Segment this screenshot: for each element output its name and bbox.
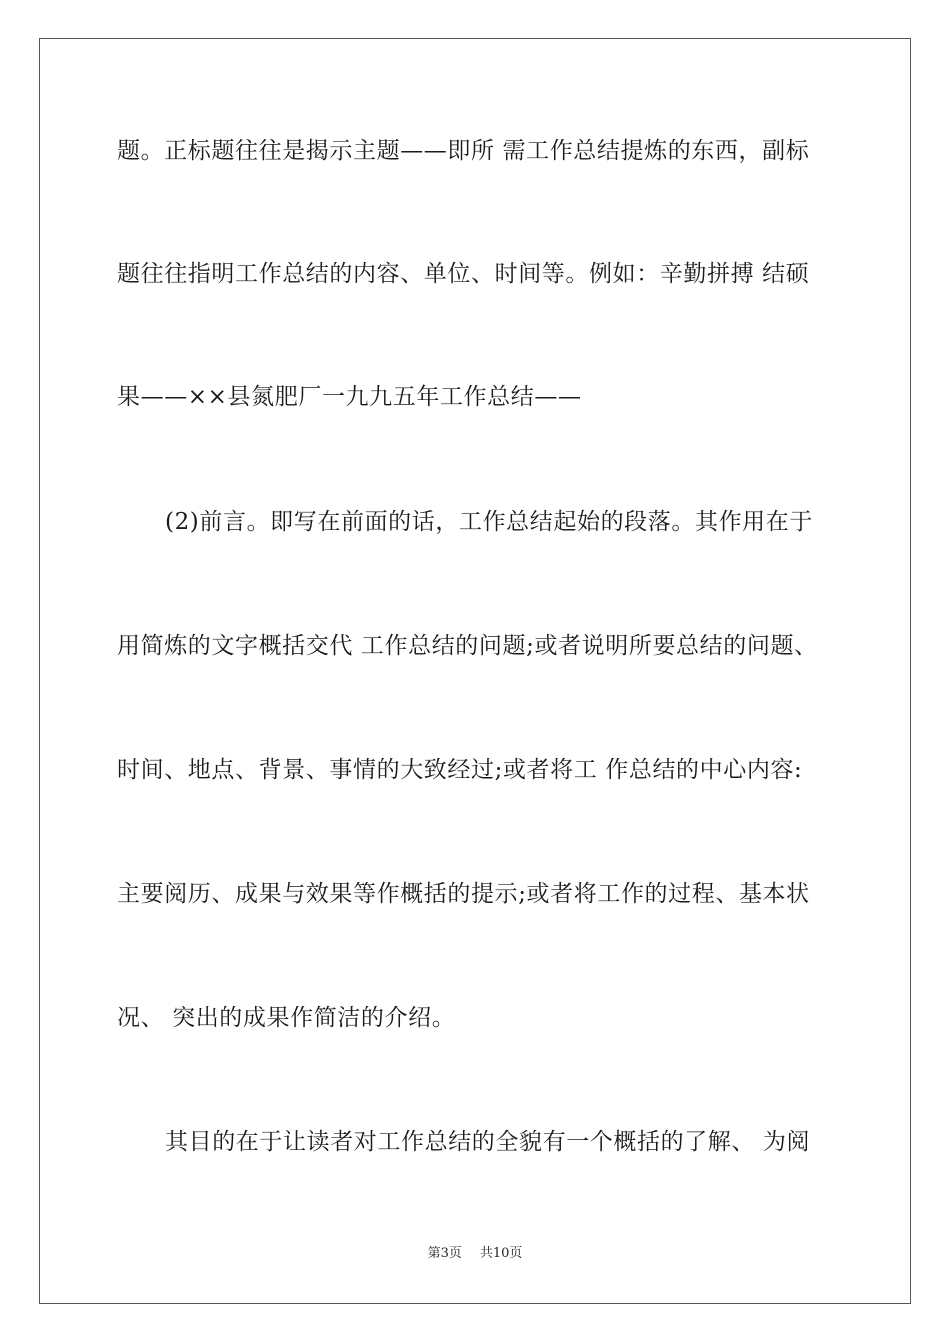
body-text-line-1: 题。正标题往往是揭示主题——即所 需工作总结提炼的东西，副标 [117, 138, 810, 164]
body-text-line-8: 况、 突出的成果作简洁的介绍。 [117, 1005, 456, 1031]
page-border [39, 38, 911, 1304]
body-text-line-5: 用简炼的文字概括交代 工作总结的问题;或者说明所要总结的问题、 [117, 633, 818, 659]
body-text-line-2: 题往往指明工作总结的内容、单位、时间等。例如：辛勤拼搏 结硕 [117, 261, 810, 287]
body-text-line-6: 时间、地点、背景、事情的大致经过;或者将工 作总结的中心内容: [117, 757, 803, 783]
body-text-line-3: 果——××县氮肥厂一九九五年工作总结—— [117, 384, 582, 410]
page-footer [0, 1246, 950, 1262]
body-text-line-9: 其目的在于让读者对工作总结的全貌有一个概括的了解、 为阅 [165, 1129, 811, 1155]
body-text-line-7: 主要阅历、成果与效果等作概括的提示;或者将工作的过程、基本状 [117, 881, 810, 907]
page-number-current: 第3页 [427, 1246, 462, 1261]
body-text-line-4: (2)前言。即写在前面的话，工作总结起始的段落。其作用在于 [165, 509, 813, 535]
page-number-total: 共10页 [479, 1246, 523, 1261]
